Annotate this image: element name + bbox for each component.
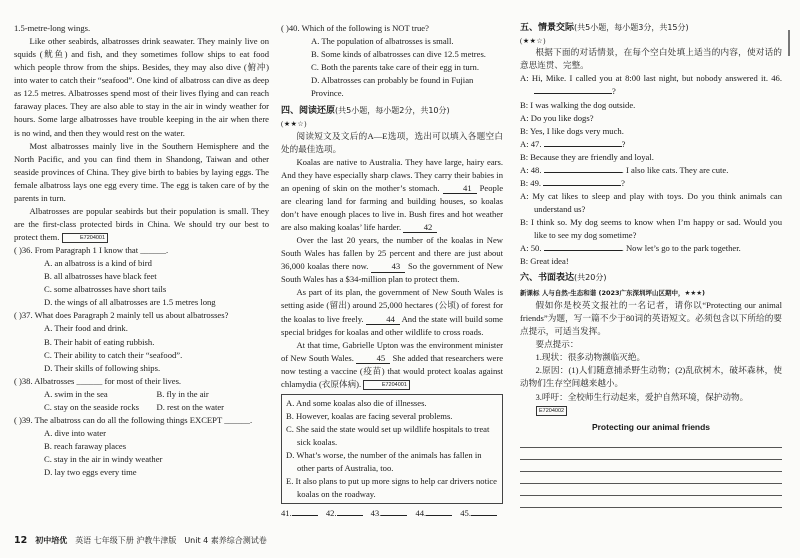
point-2: 2.原因：(1)人们随意捕杀野生动物；(2)乱砍树木，破坏森林，使动物们生存空间越来越小。 [520, 365, 782, 389]
option-40b: B. Some kinds of albatrosses can dive 12.5 metres. [311, 49, 486, 60]
section-6-heading: 六、书面表达(共20分) [520, 273, 607, 284]
answer-row [281, 507, 503, 520]
option-40c: C. Both the parents take care of their egg in turn. [311, 62, 480, 73]
box-option-d: D. What’s worse, the number of the animals has fallen in other parts of Australia, too. [286, 450, 482, 474]
difficulty-stars: (★★☆) [520, 36, 546, 45]
curriculum-badge: 新课标 人与自然·生态和谐 (2023广东深圳坪山区期中，★★★) [520, 289, 706, 298]
column-left [14, 22, 269, 479]
points-heading: 要点提示： [535, 339, 579, 350]
option-38c: C. stay on the seaside rocks [44, 401, 139, 412]
koala-paragraph-1: Koalas are native to Australia. They have large, hairy ears. And they have especially sharp claws. They carry their babies in an opening of skin on the mother’s stomach. 41 People are clearing land for farming and building houses, so koalas don’t have enough places to live in. Bush fires and hot weather are also making koalas’ life harder. 42 [281, 156, 504, 233]
option-39b: B. reach faraway places [44, 441, 127, 451]
option-37b: B. Their habit of eating rubbish. [44, 336, 155, 347]
difficulty-stars: (★★☆) [281, 120, 307, 129]
question-code: E7204001 [62, 233, 109, 243]
answer-44[interactable]: 44. [415, 507, 452, 520]
question-39: ( )39. The albatross can do all the following things EXCEPT ______. [14, 414, 253, 425]
dialogue-line: B: Yes, I like dogs very much. [520, 125, 624, 136]
point-3: 3.呼吁：全校师生行动起来，爱护自然环境，保护动物。 [535, 391, 749, 402]
option-37a: A. Their food and drink. [44, 323, 128, 334]
column-middle [281, 22, 503, 520]
option-38d: D. rest on the water [156, 401, 225, 412]
passage-paragraph-4: Albatrosses are popular seabirds but their population is small. They are the first-class protected birds in China. We should try our best to protect them. E7204001 [14, 205, 269, 242]
dialogue-line[interactable]: A: 50. . Now let’s go to the park together. [520, 243, 741, 254]
blank-44[interactable]: 44 [366, 314, 400, 325]
passage-fragment: 1.5-metre-long wings. [14, 23, 91, 33]
essay-title: Protecting our animal friends [591, 421, 711, 432]
option-38a: A. swim in the sea [44, 388, 108, 399]
box-option-a: A. And some koalas also die of illnesses. [286, 397, 427, 408]
blank-45[interactable]: 45 [356, 353, 390, 364]
unit-label: Unit 4 素养综合测试卷 [184, 535, 267, 545]
dialogue-line: A: Do you like dogs? [520, 112, 594, 123]
dialogue [520, 72, 782, 268]
box-option-c: C. She said the state would set up wildlife hospitals to treat sick koalas. [286, 424, 490, 448]
options-38-row2 [14, 401, 269, 414]
option-39a: A. dive into water [44, 427, 107, 438]
answer-45[interactable]: 45. [460, 507, 497, 520]
option-39d: D. lay two eggs every time [44, 467, 137, 478]
box-option-e: E. It also plans to put up more signs to help car drivers notice koalas on the roadway. [286, 476, 497, 500]
answer-blank[interactable] [534, 93, 612, 94]
option-36d: D. the wings of all albatrosses are 1.5 metres long [44, 297, 216, 308]
option-40a: A. The population of albatrosses is small. [311, 36, 454, 47]
dialogue-line: A: My cat likes to sleep and play with toys. Do you think animals can understand us? [520, 190, 782, 215]
option-36b: B. all albatrosses have black feet [44, 271, 157, 282]
option-36c: C. some albatrosses have short tails [44, 284, 167, 295]
page-number: 12 [14, 534, 28, 546]
option-39c: C. stay in the air in windy weather [44, 454, 163, 465]
page-footer [14, 534, 267, 548]
passage-paragraph-3: Most albatrosses mainly live in the Southern Hemisphere and the North Pacific, and you can find them in Shandong, Taiwan and other seaside provinces of China. They give birth to babies by laying eggs. The female albatross lays one egg every time. The egg is taken care of by the parents in turn. [14, 140, 269, 203]
options-box [281, 394, 503, 505]
dialogue-line[interactable]: A: 47. ? [520, 138, 626, 149]
section-5-heading: 五、情景交际(共5小题，每小题3分，共15分) [520, 23, 689, 33]
option-36a: A. an albatross is a kind of bird [44, 258, 152, 269]
writing-prompt: 假如你是校英文报社的一名记者，请你以“Protecting our animal friends”为题，写一篇不少于80词的英语短文。必须包含以下所给的要点提示，可适当发挥。 [520, 300, 782, 337]
dialogue-line: B: I think so. My dog seems to know when I’m happy or sad. Would you like to see my dog sometime? [520, 217, 782, 241]
answer-blank[interactable] [544, 146, 622, 147]
dialogue-line[interactable]: B: 49. ? [520, 177, 625, 188]
answer-41[interactable]: 41. [281, 507, 318, 520]
question-40: ( )40. Which of the following is NOT true? [281, 23, 429, 33]
option-40d: D. Albatrosses can probably be found in Fujian Province. [311, 75, 474, 99]
dialogue-line[interactable]: A: Hi, Mike. I called you at 8:00 last night, but nobody answered it. 46. ? [520, 73, 782, 97]
answer-blank[interactable] [543, 185, 621, 186]
section-4-heading: 四、阅读还原(共5小题，每小题2分，共10分) [281, 106, 450, 117]
dialogue-line: B: I was walking the dog outside. [520, 99, 636, 110]
section-5-instruction: 根据下面的对话情景，在每个空白处填上适当的内容，使对话的意思连贯、完整。 [520, 47, 782, 71]
option-37d: D. Their skills of following ships. [44, 362, 161, 373]
question-code: E7204001 [363, 380, 410, 390]
answer-blank[interactable] [544, 172, 622, 173]
blank-42[interactable]: 42 [403, 222, 437, 233]
question-code: E7204002 [536, 406, 567, 416]
question-36: ( )36. From Paragraph 1 I know that ______. [14, 245, 169, 256]
koala-paragraph-4: At that time, Gabrielle Upton was the environment minister of New South Wales. 45 She added that researchers were now testing a vaccine (疫苗) that would protect koalas against chlamydia (衣原体病). E7204001 [281, 339, 504, 389]
option-37c: C. Their ability to catch their “seafood”. [44, 349, 183, 360]
answer-42[interactable]: 42. [326, 507, 363, 520]
koala-paragraph-2: Over the last 20 years, the number of the koalas in New South Wales has fallen by 25 percent and there are just about 36,000 koalas there now. 43 So the government of New South Wales has a $34-million plan to protect them. [281, 235, 503, 285]
column-right [520, 22, 782, 508]
point-1: 1.现状：很多动物濒临灭绝。 [535, 352, 646, 363]
writing-area[interactable] [520, 436, 782, 508]
book-brand: 初中培优 [35, 535, 68, 545]
dialogue-line: B: Great idea! [520, 256, 569, 267]
answer-blank[interactable] [544, 250, 622, 251]
question-37: ( )37. What does Paragraph 2 mainly tell us about albatrosses? [14, 310, 229, 321]
answer-43[interactable]: 43. [371, 507, 408, 520]
dialogue-line[interactable]: A: 48. . I also like cats. They are cute. [520, 164, 729, 175]
options-38-row1 [14, 388, 269, 401]
dialogue-line: B: Because they are friendly and loyal. [520, 151, 654, 162]
blank-43[interactable]: 43 [371, 261, 405, 272]
koala-paragraph-3: As part of its plan, the government of New South Wales is setting aside (留出) around 25,000 hectares (公顷) of forest for the koalas to live freely. 44 And the state will build some special bridges for koalas and other wildlife to cross roads. [281, 287, 503, 337]
passage-paragraph-2: Like other seabirds, albatrosses drink seawater. They mainly live on squids (鱿鱼) and fish, and they sometimes follow ships to eat food which people throw from the ships. Besides, they may also dive (俯冲) into water to catch their “seafood”. One kind of albatross can dive as deep as 12.5 metres. Albatrosses spend most of their lives flying and can reach faraway places. They are also able to stay in the air in windy weather for hours. Some large albatrosses have trouble keeping in the air when there is no wind, and then they would rest on the water. [14, 36, 269, 138]
section-4-instruction: 阅读短文及文后的A—E选项，选出可以填入各题空白处的最佳选项。 [281, 130, 503, 154]
box-option-b: B. However, koalas are facing several problems. [286, 410, 453, 421]
blank-41[interactable]: 41 [443, 183, 477, 194]
question-38: ( )38. Albatrosses ______ for most of their lives. [14, 375, 182, 386]
book-subject: 英语 七年级下册 沪教牛津版 [75, 535, 177, 545]
option-38b: B. fly in the air [156, 388, 209, 399]
